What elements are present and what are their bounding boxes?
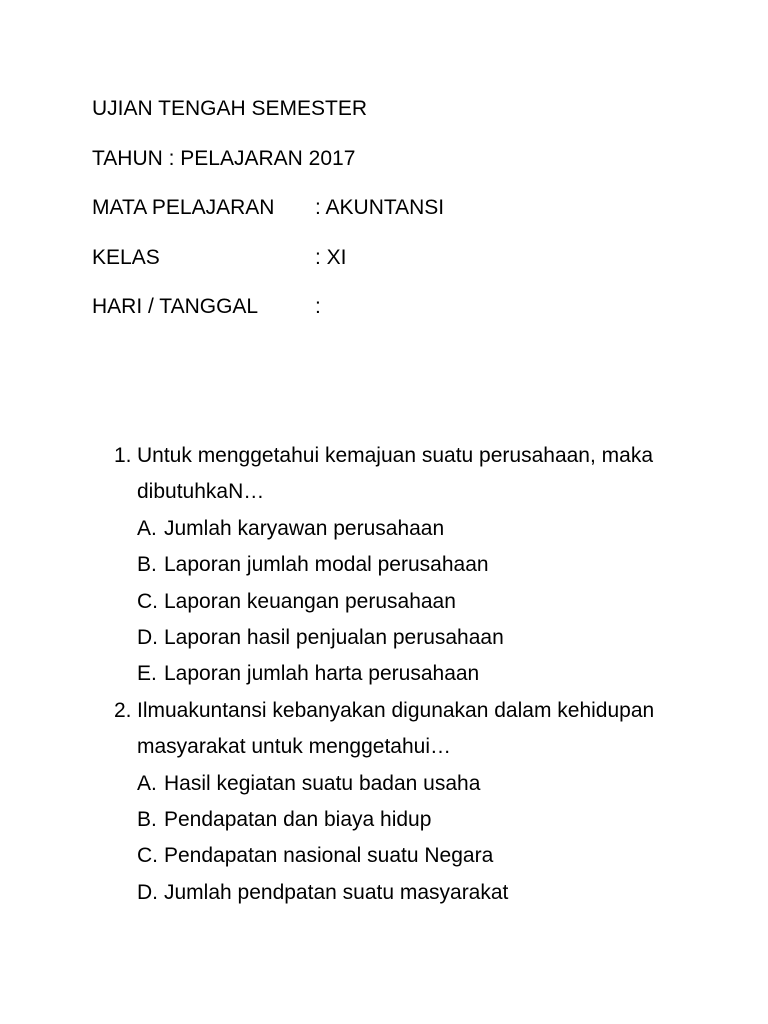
option-c xyxy=(137,584,768,620)
option-c xyxy=(137,838,768,874)
option-a xyxy=(137,766,768,802)
option-text: Hasil kegiatan suatu badan usaha xyxy=(164,771,481,795)
question-text: Untuk menggetahui kemajuan suatu perusahaan, maka dibutuhkaN… xyxy=(137,444,653,504)
question-1 xyxy=(0,438,768,693)
option-text: Laporan jumlah harta perusahaan xyxy=(164,662,480,686)
field-class-value: : XI xyxy=(315,246,347,269)
option-text: Pendapatan nasional suatu Negara xyxy=(164,844,494,868)
field-class xyxy=(92,245,347,271)
option-letter: A. xyxy=(137,771,157,795)
question-list xyxy=(0,438,768,911)
option-text: Jumlah pendpatan suatu masyarakat xyxy=(164,880,509,904)
field-date-label: HARI / TANGGAL xyxy=(92,295,259,318)
option-letter: A. xyxy=(137,516,157,540)
option-letter: C. xyxy=(137,844,158,868)
option-text: Jumlah karyawan perusahaan xyxy=(164,516,445,540)
option-letter: E. xyxy=(137,662,157,686)
option-letter: C. xyxy=(137,589,158,613)
option-letter: D. xyxy=(137,626,158,650)
option-letter: B. xyxy=(137,553,157,577)
option-text: Laporan jumlah modal perusahaan xyxy=(164,553,489,577)
option-text: Pendapatan dan biaya hidup xyxy=(164,808,432,832)
option-letter: D. xyxy=(137,880,158,904)
field-date xyxy=(92,294,321,320)
option-letter: B. xyxy=(137,808,157,832)
field-class-label: KELAS xyxy=(92,246,160,269)
option-text: Laporan hasil penjualan perusahaan xyxy=(164,626,504,650)
option-d xyxy=(137,620,768,656)
field-date-value: : xyxy=(315,295,321,318)
option-text: Laporan keuangan perusahaan xyxy=(164,589,456,613)
question-text: Ilmuakuntansi kebanyakan digunakan dalam kehidupan masyarakat untuk menggetahui… xyxy=(137,698,655,759)
exam-year: TAHUN : PELAJARAN 2017 xyxy=(92,147,356,170)
option-d xyxy=(137,875,768,911)
question-number: 2. xyxy=(114,698,132,722)
option-e xyxy=(137,656,768,692)
exam-title: UJIAN TENGAH SEMESTER xyxy=(92,97,367,120)
question-number: 1. xyxy=(114,444,132,467)
field-subject-value: : AKUNTANSI xyxy=(315,196,445,219)
option-b xyxy=(137,802,768,838)
field-subject xyxy=(92,195,445,221)
field-subject-label: MATA PELAJARAN xyxy=(92,196,275,219)
question-2 xyxy=(0,693,768,911)
option-a xyxy=(137,511,768,547)
option-b xyxy=(137,547,768,583)
